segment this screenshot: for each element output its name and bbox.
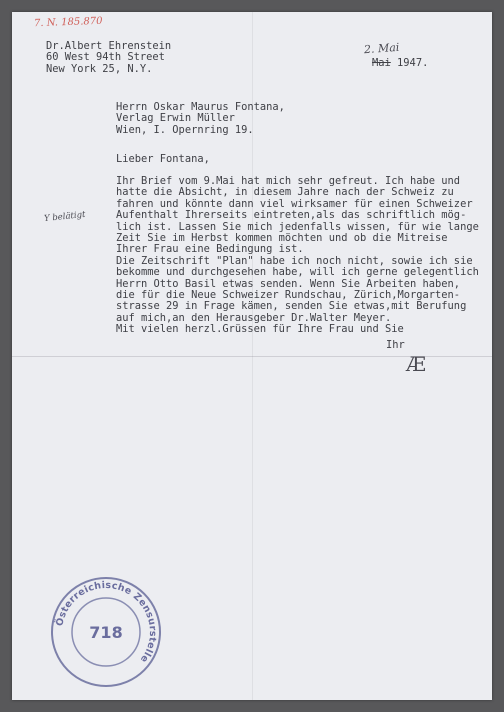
struck-month: Mai	[372, 57, 391, 69]
body-line: hatte die Absicht, in diesem Jahre nach der Schweiz zu	[116, 186, 454, 199]
sender-line-1: Dr.Albert Ehrenstein	[46, 40, 172, 52]
letter-sheet	[12, 12, 492, 700]
recipient-line-3: Wien, I. Opernring 19.	[116, 123, 254, 136]
censorship-stamp	[46, 572, 166, 692]
recipient-address	[116, 102, 285, 136]
sender-line-3: New York 25, N.Y.	[46, 62, 153, 75]
body-line: fahren und könnte dann viel wirksamer für einen Schweizer	[116, 197, 473, 210]
typed-date	[372, 58, 428, 69]
salutation: Lieber Fontana,	[116, 153, 210, 165]
body-line: Ihrer Frau eine Bedingung ist.	[116, 243, 304, 256]
recipient-line-1: Herrn Oskar Maurus Fontana,	[116, 101, 285, 113]
body-line: Aufenthalt Ihrerseits eintreten,als das schriftlich mög-	[116, 209, 467, 222]
recipient-line-2: Verlag Erwin Müller	[116, 112, 235, 125]
signature: Æ	[406, 352, 427, 376]
margin-note: Y belätigt	[43, 209, 86, 225]
body-line: Ihr Brief vom 9.Mai hat mich sehr gefreut. Ich habe und	[116, 175, 461, 187]
body-line: Herrn Otto Basil etwas senden. Wenn Sie Arbeiten haben,	[116, 277, 461, 290]
body-line: Mit vielen herzl.Grüssen für Ihre Frau und Sie	[116, 323, 404, 336]
letter-body	[116, 176, 479, 336]
body-line: bekomme und durchgesehen habe, will ich gerne gelegentlich	[116, 266, 479, 279]
stamp-arc-text: Österreichische Zensurstelle	[54, 579, 159, 665]
body-line: lich ist. Lassen Sie mich jedenfalls wissen, für wie lange	[116, 220, 479, 233]
body-line: Zeit Sie im Herbst kommen möchten und ob die Mitreise	[116, 232, 448, 245]
stamp-number: 718	[89, 623, 123, 642]
sender-line-2: 60 West 94th Street	[46, 51, 165, 64]
archive-number: 7. N. 185.870	[33, 15, 103, 30]
body-line: strasse 29 in Frage kämen, senden Sie etwas,mit Berufung	[116, 300, 467, 313]
body-line: die für die Neue Schweizer Rundschau, Zürich,Morgarten-	[116, 289, 461, 302]
sender-address	[46, 41, 171, 75]
body-line: Die Zeitschrift "Plan" habe ich noch nicht, sowie ich sie	[116, 254, 473, 267]
handwritten-date: 2. Mai	[363, 40, 400, 57]
body-line: auf mich,an den Herausgeber Dr.Walter Meyer.	[116, 311, 392, 324]
date-year: 1947.	[397, 57, 429, 69]
closing: Ihr	[386, 339, 405, 351]
